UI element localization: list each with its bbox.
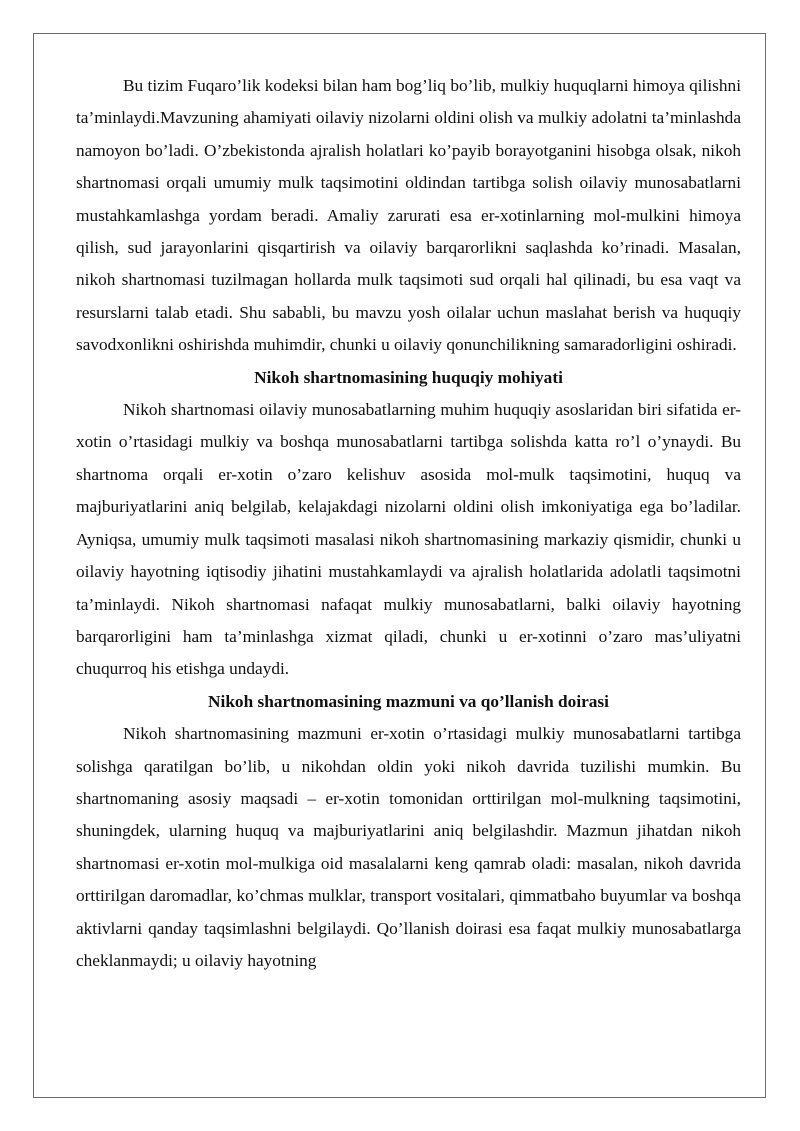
section-heading-content-scope: Nikoh shartnomasining mazmuni va qo’llanish doirasi	[208, 691, 609, 711]
document-body	[76, 70, 741, 977]
paragraph-content-scope: Nikoh shartnomasining mazmuni er-xotin o’rtasidagi mulkiy munosabatlarni tartibga solishga qaratilgan bo’lib, u nikohdan oldin yoki nikoh davrida tuzilishi mumkin. Bu shartnomaning asosiy maqsadi – er-xotin tomonidan orttirilgan mol-mulkning taqsimotini, shuningdek, ularning huquq va majburiyatlarini aniq belgilashdir. Mazmun jihatdan nikoh shartnomasi er-xotin mol-mulkiga oid masalalarni keng qamrab oladi: masalan, nikoh davrida orttirilgan daromadlar, ko’chmas mulklar, transport vositalari, qimmatbaho buyumlar va boshqa aktivlarni qanday taqsimlashni belgilaydi. Qo’llanish doirasi esa faqat mulkiy munosabatlarga cheklanmaydi; u oilaviy hayotning	[76, 724, 741, 970]
paragraph-intro: Bu tizim Fuqaro’lik kodeksi bilan ham bog’liq bo’lib, mulkiy huquqlarni himoya qilishni ta’minlaydi.Mavzuning ahamiyati oilaviy nizolarni oldini olish va mulkiy adolatni ta’minlashda namoyon bo’ladi. O’zbekistonda ajralish holatlari ko’payib borayotganini hisobga olsak, nikoh shartnomasi orqali umumiy mulk taqsimotini oldindan tartibga solish oilaviy munosabatlarni mustahkamlashga yordam beradi. Amaliy zarurati esa er-xotinlarning mol-mulkini himoya qilish, sud jarayonlarini qisqartirish va oilaviy barqarorlikni saqlashda ko’rinadi. Masalan, nikoh shartnomasi tuzilmagan hollarda mulk taqsimoti sud orqali hal qilinadi, bu esa vaqt va resurslarni talab etadi. Shu sababli, bu mavzu yosh oilalar uchun maslahat berish va huquqiy savodxonlikni oshirishda muhimdir, chunki u oilaviy qonunchilikning samaradorligini oshiradi.	[76, 76, 741, 355]
paragraph-legal-essence: Nikoh shartnomasi oilaviy munosabatlarning muhim huquqiy asoslaridan biri sifatida er-xotin o’rtasidagi mulkiy va boshqa munosabatlarni tartibga solishda katta ro’l o’ynaydi. Bu shartnoma orqali er-xotin o’zaro kelishuv asosida mol-mulk taqsimotini, huquq va majburiyatlarini aniq belgilab, kelajakdagi nizolarni oldini olish imkoniyatiga ega bo’ladilar. Ayniqsa, umumiy mulk taqsimoti masalasi nikoh shartnomasining markaziy qismidir, chunki u oilaviy hayotning iqtisodiy jihatini mustahkamlaydi va ajralish holatlarida adolatli taqsimotni ta’minlaydi. Nikoh shartnomasi nafaqat mulkiy munosabatlarni, balki oilaviy hayotning barqarorligini ham ta’minlashga xizmat qiladi, chunki u er-xotinni o’zaro mas’uliyatni chuqurroq his etishga undaydi.	[76, 400, 741, 679]
section-heading-legal-essence: Nikoh shartnomasining huquqiy mohiyati	[254, 367, 563, 387]
